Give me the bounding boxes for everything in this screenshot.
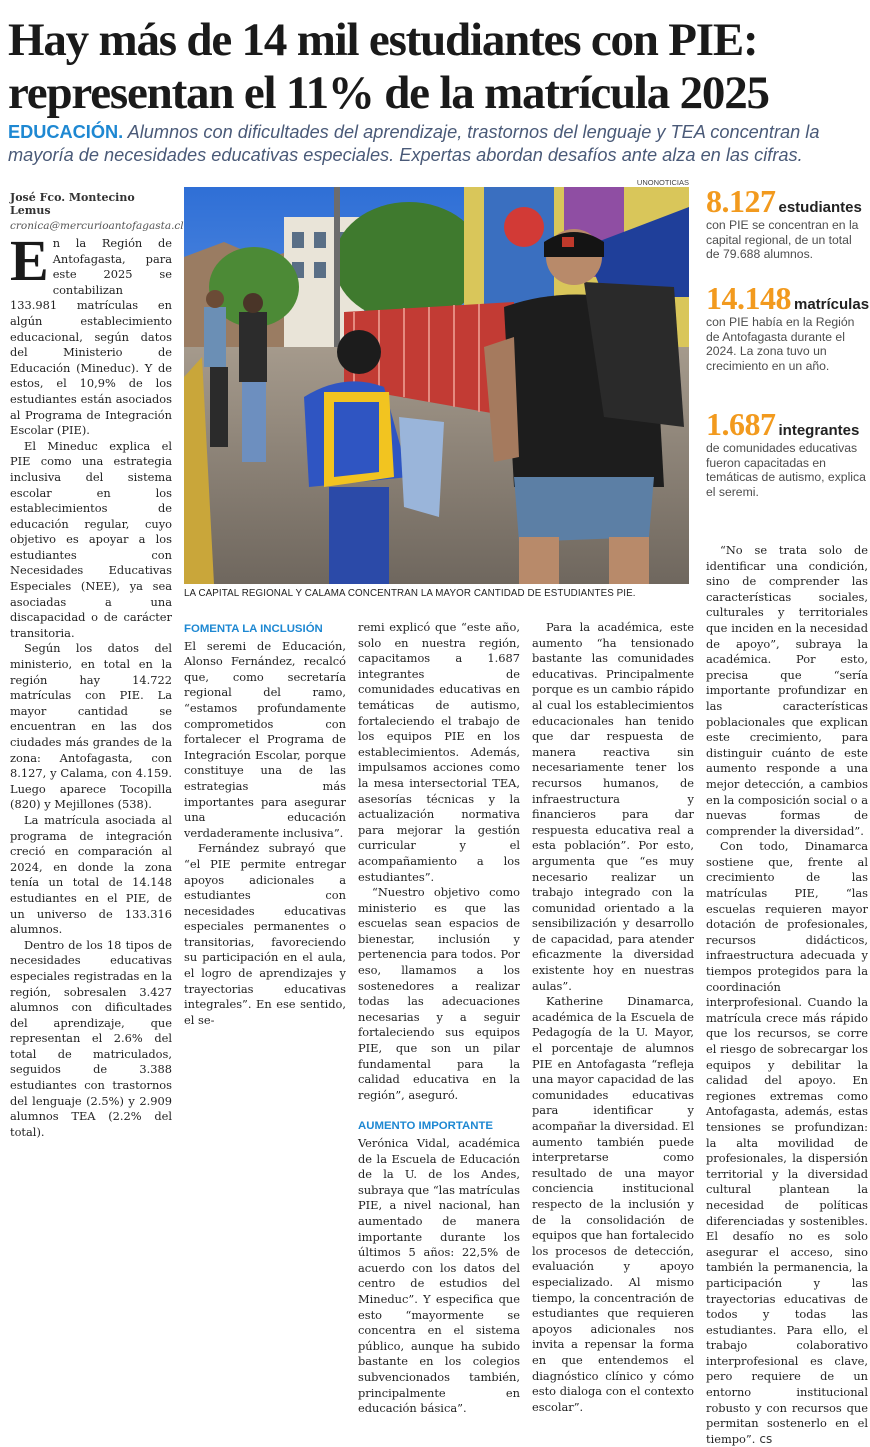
deck-text: Alumnos con dificultades del aprendizaje, trastornos del lenguaje y TEA concentran la mayoría de necesidades educativas especiales. Expertas abordan desafíos ante alza en las cifras. <box>8 122 820 165</box>
stat-members <box>706 406 866 499</box>
drop-cap: E <box>10 228 49 293</box>
stat-students <box>706 183 866 262</box>
paragraph: Según los datos del ministerio, en total en la región hay 14.722 matrículas con PIE. La mayor cantidad se encuentran en las dos ciudades más grandes de la zona: Antofagasta, con 8.127, y Calama, con 4.159. Luego aparece Tocopilla (820) y Mejillones (538). <box>10 641 172 812</box>
photo-credit: UNONOTICIAS <box>636 178 689 187</box>
paragraph: Con todo, Dinamarca sostiene que, frente al crecimiento de las matrículas PIE, “las escuelas requieren mayor dotación de profesionales, recursos didácticos, infraestructura adecuada y tiempos protegidos para la coordinación interprofesional. Cuando la matrícula crece más rápido que los recursos, se corre el riesgo de sobrecargar los equipos y debilitar la calidad del apoyo. En regiones extremas como Antofagasta, además, estas tensiones se profundizan: la alta movilidad de profesionales, la dispersión territorial y la diversidad cultural plantean la necesidad de políticas diferenciadas y sostenibles. El desafío no es solo asegurar el acceso, sino también la permanencia, la participación y las trayectorias educativas de todos y todas las estudiantes. Para ello, el trabajo colaborativo interprofesional es clave, pero requiere de un entorno institucional robusto y con recursos que permitan sostenerlo en el tiempo”. cs <box>706 839 868 1446</box>
paragraph: Verónica Vidal, académica de la Escuela de Educación de la U. de los Andes, subraya que “las matrículas PIE, a nivel nacional, han aumentado de manera importante durante los últimos 5 años: 22,5% de acuerdo con los datos del centro de estudios del Mineduc”. Y especifica que esto “mayormente se concentra en el sistema público, aunque ha subido bastante en los colegios subvencionados también, principalmente en educación básica”. <box>358 1136 520 1416</box>
stat-unit: matrículas <box>794 296 870 313</box>
subheading-inclusion: FOMENTA LA INCLUSIÓN <box>184 623 323 635</box>
paragraph: remi explicó que “este año, solo en nuestra región, capacitamos a 1.687 integrantes de comunidades educativas en temáticas de autismo, fortaleciendo el trabajo de los equipos PIE en los establecimientos. Además, impulsamos acciones como la mesa intersectorial TEA, asesorías técnicas y la actualización normativa para mejorar la gestión curricular y el acompañamiento a los estudiantes”. <box>358 620 520 884</box>
photo-caption: LA CAPITAL REGIONAL Y CALAMA CONCENTRAN LA MAYOR CANTIDAD DE ESTUDIANTES PIE. <box>184 588 636 599</box>
author-name: José Fco. Montecino Lemus <box>10 191 135 217</box>
author-email: cronica@mercurioantofagasta.cl <box>10 220 184 232</box>
paragraph: Fernández subrayó que “el PIE permite entregar apoyos adicionales a estudiantes con necesidades educativas especiales permanentes o transitorias, favoreciendo su participación en el aula, el logro de aprendizajes y trayectorias educativas integrales”. En ese sentido, el se- <box>184 841 346 1027</box>
column-1 <box>10 228 172 1140</box>
end-mark: cs <box>759 1431 773 1446</box>
section-label: EDUCACIÓN. <box>8 122 124 142</box>
deck <box>8 121 864 167</box>
paragraph: Katherine Dinamarca, académica de la Escuela de Pedagogía de la U. Mayor, el porcentaje de alumnos PIE en Antofagasta “refleja una mayor capacidad de las comunidades educativas para identificar y acompañar la diversidad. El aumento también puede interpretarse como resultado de una mayor conciencia institucional respecto de la inclusión y de la consolidación de equipos que han fortalecido los procesos de detección, evaluación y apoyo especializado. Al mismo tiempo, la concentración de estudiantes que requieren apoyos adicionales nos invita a repensar la forma en que entendemos el diagnóstico clínico y cómo esto dialoga con el contexto escolar”. <box>532 994 694 1414</box>
stat-unit: integrantes <box>778 422 860 439</box>
stat-number: 1.687 <box>706 406 776 442</box>
stat-description: con PIE había en la Región de Antofagasta durante el 2024. La zona tuvo un crecimiento en un año. <box>706 315 855 373</box>
paragraph: Dentro de los 18 tipos de necesidades educativas especiales registradas en la región, sobresalen 3.427 alumnos con dificultades del aprendizaje, que representan el 2.6% del total de matriculados, seguidos de 3.388 estudiantes con trastornos del lenguaje (2.5%) y 2.909 alumnos TEA (2.2% del total). <box>10 937 172 1139</box>
paragraph: Para la académica, este aumento “ha tensionado bastante las comunidades educativas. Principalmente porque es un cambio rápido al cual los establecimientos educacionales han tenido que dar respuesta de manera reactiva sin necesariamente tener los recursos humanos, de infraestructura y financieros para dar respuesta educativa real a esta población”. Por esto, argumenta que “es muy necesario realizar un trabajo integrado con la comunidad orientado a la sensibilización y desarrollo de capacidad, para atender eficazmente la diversidad existente hoy en nuestras aulas”. <box>532 620 694 993</box>
headline: Hay más de 14 mil estudiantes con PIE: representan el 11% de la matrícula 2025 <box>8 14 769 119</box>
article-photo <box>184 187 689 584</box>
stat-number: 8.127 <box>706 183 776 219</box>
paragraph: La matrícula asociada al programa de integración creció en comparación al 2024, en donde la zona tenía un total de 14.148 estudiantes en el PIE, de un universo de 133.316 alumnos. <box>10 812 172 937</box>
stat-description: de comunidades educativas fueron capacitadas en temáticas de autismo, explica el seremi. <box>706 441 866 499</box>
paragraph: “No se trata solo de identificar una condición, sino de comprender las características sociales, culturales y territoriales que inciden en la necesidad de apoyo”, subraya la académica. Por esto, precisa que “sería importante profundizar en las características poblacionales que explican este crecimiento, para distinguir cuánto de este aumento responde a una mejor detección, a cambios en la composición social o a nuevas formas de comprender la diversidad”. <box>706 543 868 838</box>
paragraph: En la Región de Antofagasta, para este 2025 se contabilizan 133.981 matrículas en algún establecimiento educacional, según datos del Ministerio de Educación (Mineduc). Y de estos, el 10,9% de los estudiantes están asociados al Programa de Integración Escolar (PIE). <box>10 228 172 438</box>
paragraph: “Nuestro objetivo como ministerio es que las escuelas sean espacios de bienestar, inclusión y pertenencia para todos. Por eso, llamamos a los sostenedores a realizar todas las adecuaciones necesarias y a seguir fortaleciendo sus equipos PIE, que son un pilar fundamental para la calidad educativa en la región”, aseguró. <box>358 885 520 1102</box>
paragraph: El Mineduc explica el PIE como una estrategia inclusiva del sistema escolar en los establecimientos de educación regular, cuyo objetivo es apoyar a los estudiantes con Necesidades Educativas Especiales (NEE), ya sea asociadas a una discapacidad o de carácter transitoria. <box>10 438 172 640</box>
stat-description: con PIE se concentran en la capital regional, de un total de 79.688 alumnos. <box>706 218 859 262</box>
column-5 <box>706 543 868 1447</box>
column-3 <box>358 620 520 1417</box>
byline <box>10 191 184 232</box>
subheading-increase: AUMENTO IMPORTANTE <box>358 1120 493 1133</box>
stat-number: 14.148 <box>706 280 791 316</box>
stat-enrollments <box>706 280 870 373</box>
paragraph: El seremi de Educación, Alonso Fernández, recalcó que, como secretaría regional del ramo, “estamos profundamente comprometidos con fortalecer el Programa de Integración Escolar, porque constituye una de las estrategias más importantes para asegurar una educación verdaderamente inclusiva”. <box>184 638 346 840</box>
column-4 <box>532 620 694 1415</box>
column-2 <box>184 622 346 1028</box>
stat-unit: estudiantes <box>778 199 862 216</box>
